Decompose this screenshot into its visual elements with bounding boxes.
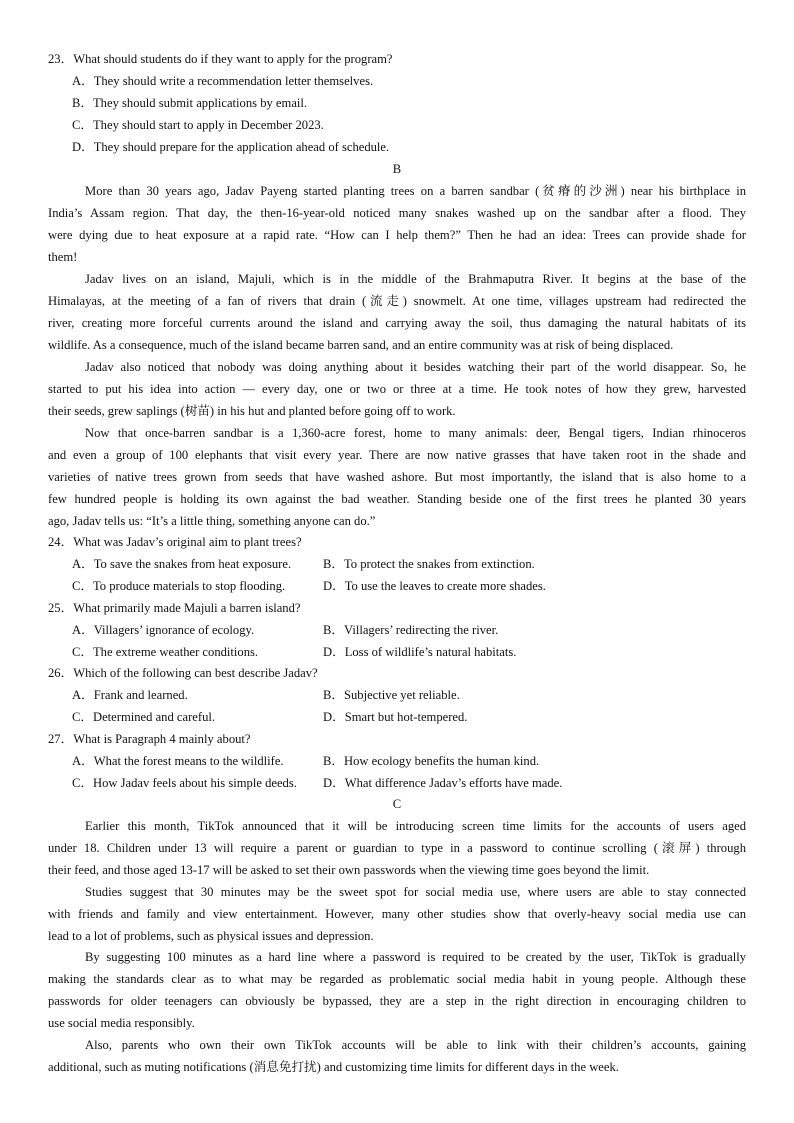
section-b-p1-line: them! [48,250,78,264]
section-c-heading: C [392,797,402,811]
question-23-option-c: C．They should start to apply in December 2023. [72,118,324,132]
section-c-p1-line: Earlier this month, TikTok announced that it will be introducing screen time limits for the accounts of users aged [85,819,746,833]
question-27-stem: 27．What is Paragraph 4 mainly about? [48,732,251,746]
question-27-option-b: B．How ecology benefits the human kind. [323,754,540,768]
section-b-p1-line: India’s Assam region. That day, the then-16-year-old noticed many snakes washed up on the sandbar after a flood. They [48,206,746,220]
section-c-p2-line: lead to a lot of problems, such as physical issues and depression. [48,929,374,943]
question-23-stem: 23．What should students do if they want to apply for the program? [48,52,393,66]
section-b-p1-line: More than 30 years ago, Jadav Payeng started planting trees on a barren sandbar (贫瘠的沙洲) near his birthplace in [85,184,746,198]
section-c-p4-line: additional, such as muting notifications (消息免打扰) and customizing time limits for different days in the week. [48,1060,619,1074]
question-25-option-c: C．The extreme weather conditions. [72,645,259,659]
section-c-p3-line: use social media responsibly. [48,1016,195,1030]
section-c-p4-line: Also, parents who own their own TikTok accounts will be able to link with their children’s accounts, gaining [85,1038,746,1052]
section-b-p4-line: varieties of native trees grown from seeds that have washed ashore. But most importantly, the island that is also home to a [48,470,746,484]
question-24-option-a: A．To save the snakes from heat exposure. [72,557,292,571]
question-24-option-b: B．To protect the snakes from extinction. [323,557,535,571]
section-c-p3-line: making the standards clear as to what may be regarded as problematic social media habit in young people. Although these [48,972,746,986]
section-b-p2-line: Himalayas, at the meeting of a fan of rivers that drain (流走) snowmelt. At one time, villages upstream had redirected the [48,294,746,308]
question-25-option-d: D．Loss of wildlife’s natural habitats. [323,645,517,659]
section-c-p2-line: Studies suggest that 30 minutes may be the sweet spot for social media use, where users are able to stay connected [85,885,746,899]
question-24-option-c: C．To produce materials to stop flooding. [72,579,286,593]
section-c-p3-line: passwords for older teenagers can obviously be bypassed, they are a step in the right direction in encouraging children to [48,994,746,1008]
section-c-p1-line: under 18. Children under 13 will require a parent or guardian to type in a password to continue scrolling (滚屏) through [48,841,746,855]
section-b-p4-line: Now that once-barren sandbar is a 1,360-acre forest, home to many animals: deer, Bengal tigers, Indian rhinoceros [85,426,746,440]
question-24-stem: 24．What was Jadav’s original aim to plant trees? [48,535,302,549]
question-26-stem: 26．Which of the following can best describe Jadav? [48,666,318,680]
question-26-option-a: A．Frank and learned. [72,688,188,702]
question-27-option-a: A．What the forest means to the wildlife. [72,754,284,768]
question-27-option-d: D．What difference Jadav’s efforts have made. [323,776,563,790]
section-b-p3-line: Jadav also noticed that nobody was doing anything about it besides watching their part of the world disappear. So, he [85,360,746,374]
section-b-p2-line: river, creating more forceful currents around the island and carrying away the soil, thus damaging the natural habitats of its [48,316,746,330]
question-23-option-d: D．They should prepare for the application ahead of schedule. [72,140,390,154]
section-b-p2-line: Jadav lives on an island, Majuli, which is in the middle of the Brahmaputra River. It begins at the base of the [85,272,746,286]
question-23-option-a: A．They should write a recommendation letter themselves. [72,74,374,88]
section-b-p2-line: wildlife. As a consequence, much of the island became barren sand, and an entire community was at risk of being displaced. [48,338,674,352]
question-25-option-a: A．Villagers’ ignorance of ecology. [72,623,255,637]
question-24-option-d: D．To use the leaves to create more shades. [323,579,546,593]
section-b-p4-line: and even a group of 100 elephants that visit every year. There are now native grasses that have taken root in the shade and [48,448,746,462]
section-b-p4-line: ago, Jadav tells us: “It’s a little thing, something anyone can do.” [48,514,376,528]
section-c-p3-line: By suggesting 100 minutes as a hard line where a password is required to be created by the user, TikTok is gradually [85,950,746,964]
question-26-option-b: B．Subjective yet reliable. [323,688,460,702]
section-b-p1-line: were dying due to heat exposure at a rapid rate. “How can I help them?” Then he had an idea: Trees can provide shade for [48,228,746,242]
section-b-heading: B [392,162,402,176]
section-b-p4-line: few hundred people is holding its own against the bad weather. Standing beside one of the first trees he planted 30 years [48,492,746,506]
question-27-option-c: C．How Jadav feels about his simple deeds. [72,776,297,790]
section-b-p3-line: their seeds, grew saplings (树苗) in his hut and planted before going off to work. [48,404,456,418]
section-c-p1-line: their feed, and those aged 13-17 will be asked to set their own passwords when the viewing time goes beyond the limit. [48,863,650,877]
question-25-option-b: B．Villagers’ redirecting the river. [323,623,499,637]
section-c-p2-line: with friends and family and view entertainment. However, many other studies show that overly-heavy social media use can [48,907,746,921]
question-26-option-c: C．Determined and careful. [72,710,216,724]
section-b-p3-line: started to put his idea into action — every day, one or two or three at a time. He took notes of how they grew, harvested [48,382,746,396]
question-26-option-d: D．Smart but hot-tempered. [323,710,468,724]
question-23-option-b: B．They should submit applications by email. [72,96,308,110]
question-25-stem: 25．What primarily made Majuli a barren island? [48,601,301,615]
